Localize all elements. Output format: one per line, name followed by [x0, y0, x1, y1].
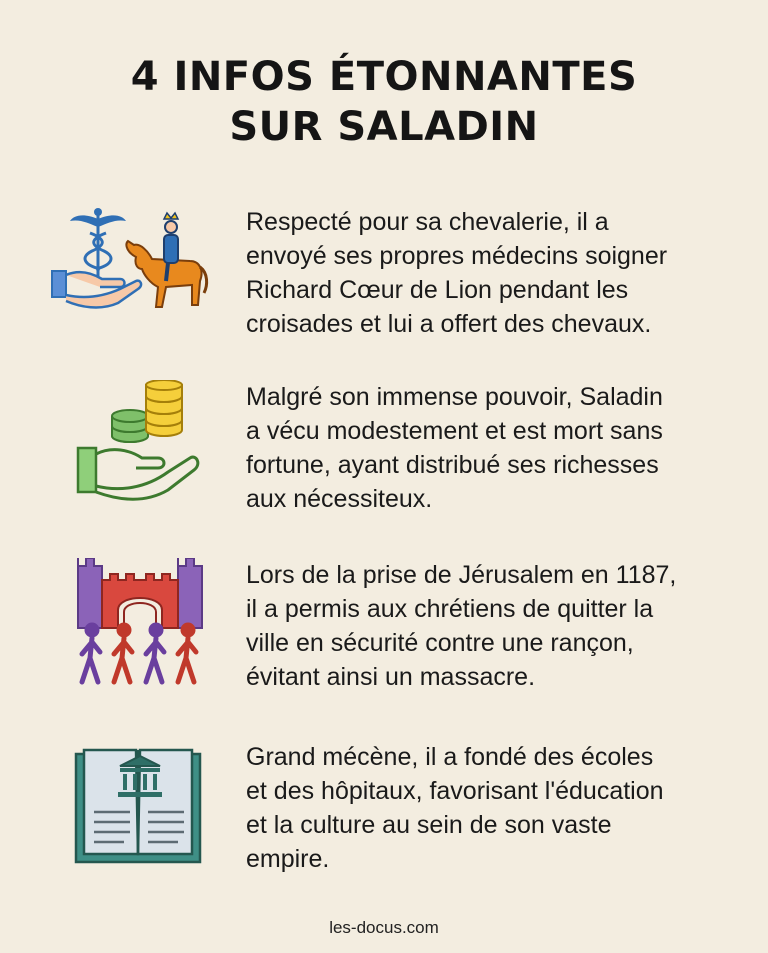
- fact-line: a vécu modestement et est mort sans: [246, 417, 663, 445]
- fact-line: croisades et lui a offert des chevaux.: [246, 310, 652, 338]
- title-line-1: 4 INFOS ÉTONNANTES: [130, 54, 638, 100]
- fact-item-1: [40, 205, 740, 355]
- castle-people-icon: [40, 558, 210, 688]
- fact-item-4: [40, 740, 740, 890]
- fact-line: Grand mécène, il a fondé des écoles: [246, 743, 654, 771]
- page-title: [0, 52, 768, 152]
- footer-website: les-docus.com: [329, 918, 439, 937]
- fact-item-2: [40, 380, 740, 530]
- fact-line: fortune, ayant distribué ses richesses: [246, 451, 659, 479]
- fact-line: envoyé ses propres médecins soigner: [246, 242, 668, 270]
- fact-text-1: [246, 205, 726, 341]
- book-institution-icon: [40, 740, 210, 870]
- fact-line: Respecté pour sa chevalerie, il a: [246, 208, 609, 236]
- fact-line: et la culture au sein de son vaste: [246, 811, 612, 839]
- fact-text-3: [246, 558, 726, 694]
- fact-line: aux nécessiteux.: [246, 485, 433, 513]
- title-line-2: SUR SALADIN: [229, 104, 539, 150]
- fact-line: évitant ainsi un massacre.: [246, 663, 536, 691]
- healing-hand-knight-icon: [40, 205, 210, 335]
- fact-line: Richard Cœur de Lion pendant les: [246, 276, 629, 304]
- fact-line: Malgré son immense pouvoir, Saladin: [246, 383, 663, 411]
- fact-line: Lors de la prise de Jérusalem en 1187,: [246, 561, 677, 589]
- fact-line: empire.: [246, 845, 330, 873]
- fact-line: ville en sécurité contre une rançon,: [246, 629, 634, 657]
- fact-text-2: [246, 380, 726, 516]
- fact-text-4: [246, 740, 726, 876]
- fact-item-3: [40, 558, 740, 708]
- fact-line: il a permis aux chrétiens de quitter la: [246, 595, 654, 623]
- coins-hand-icon: [40, 380, 210, 510]
- fact-line: et des hôpitaux, favorisant l'éducation: [246, 777, 664, 805]
